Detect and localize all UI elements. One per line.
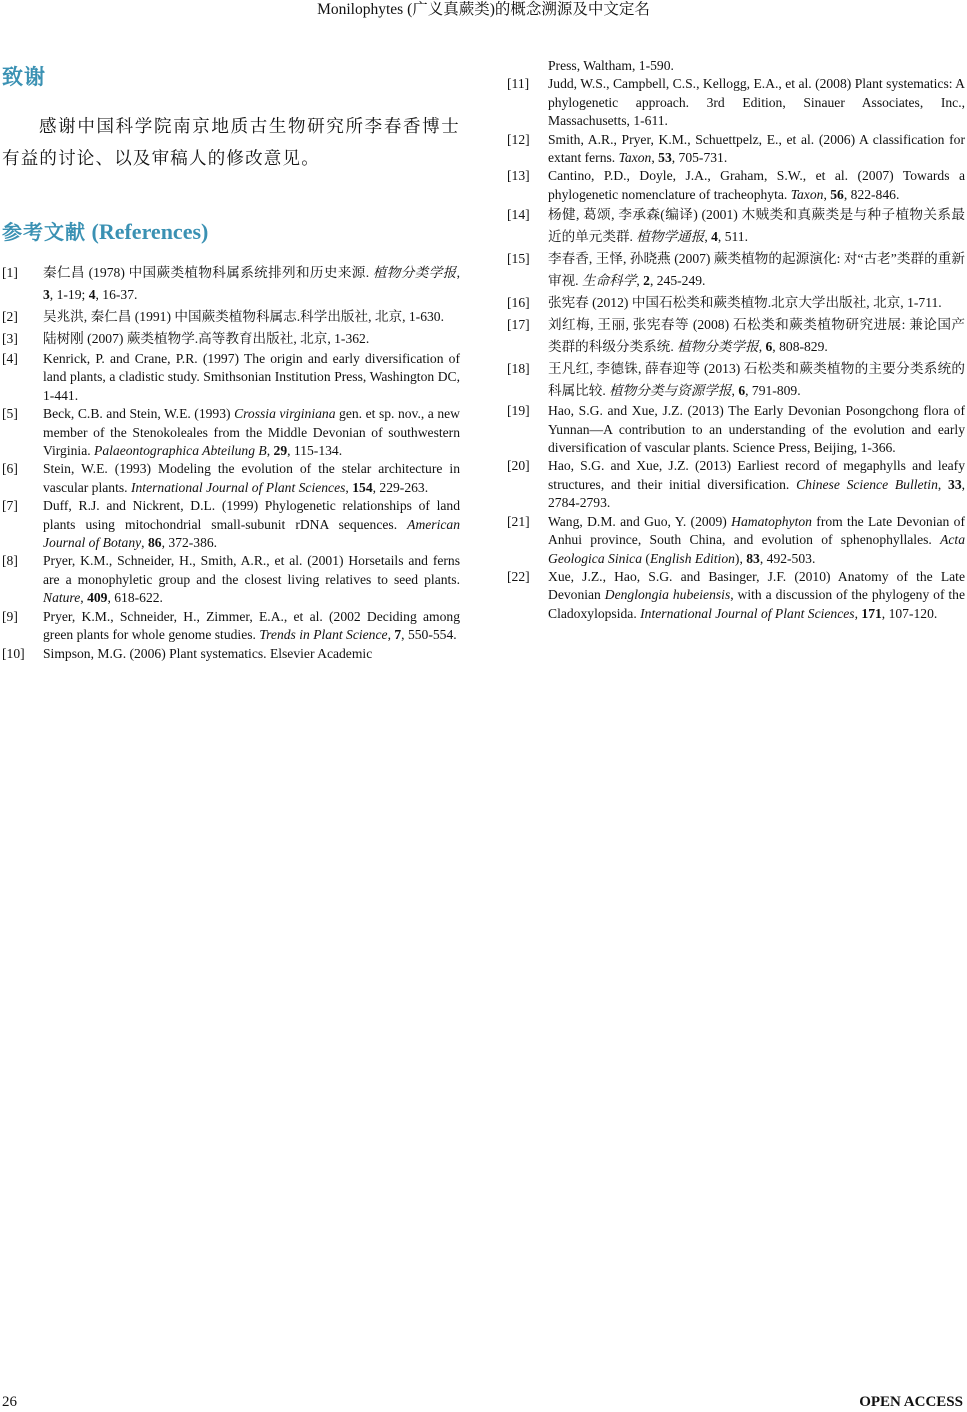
reference-item bbox=[2, 306, 460, 328]
references-heading bbox=[2, 216, 208, 245]
reference-text: Stein, W.E. (1993) Modeling the evolution of the stelar architecture in vascular plants. International Journal of Plant Sciences, 154, 229-263. bbox=[43, 461, 460, 495]
reference-number: [13] bbox=[507, 168, 530, 184]
reference-item bbox=[507, 75, 965, 130]
reference-text: 杨健, 葛颂, 李承森(编译) (2001) 木贼类和真蕨类是与种子植物关系最近的单元类群. 植物学通报, 4, 511. bbox=[548, 207, 965, 245]
open-access-label: OPEN ACCESS bbox=[859, 1394, 963, 1410]
reference-item bbox=[507, 513, 965, 568]
reference-text: Kenrick, P. and Crane, P.R. (1997) The origin and early diversification of land plants, a cladistic study. Smithsonian Institution Press, Washington DC, 1-441. bbox=[43, 351, 460, 403]
reference-text: 吴兆洪, 秦仁昌 (1991) 中国蕨类植物科属志.科学出版社, 北京, 1-630. bbox=[43, 309, 445, 324]
reference-text: 王凡红, 李德铢, 薛春迎等 (2013) 石松类和蕨类植物的主要分类系统的科属比较. 植物分类与资源学报, 6, 791-809. bbox=[548, 361, 965, 399]
reference-number: [1] bbox=[2, 265, 18, 280]
reference-number: [2] bbox=[2, 309, 18, 324]
reference-item bbox=[507, 568, 965, 623]
reference-item bbox=[507, 314, 965, 358]
reference-number: [4] bbox=[2, 351, 18, 366]
reference-number: [10] bbox=[2, 645, 25, 661]
reference-text: Pryer, K.M., Schneider, H., Smith, A.R., et al. (2001) Horsetails and ferns are a monophyletic group and the closest living relatives to seed plants. Nature, 409, 618-622. bbox=[43, 553, 460, 606]
reference-item bbox=[2, 552, 460, 607]
reference-number: [17] bbox=[507, 317, 530, 333]
reference-number: [20] bbox=[507, 458, 530, 474]
reference-number: [5] bbox=[2, 406, 18, 422]
reference-item bbox=[507, 292, 965, 314]
reference-number: [12] bbox=[507, 131, 530, 147]
reference-text: Judd, W.S., Campbell, C.S., Kellogg, E.A., et al. (2008) Plant systematics: A phylogenetic approach. 3rd Edition, Sinauer Associates, Inc., Massachusetts, 1-611. bbox=[548, 76, 965, 129]
reference-text: Smith, A.R., Pryer, K.M., Schuettpelz, E., et al. (2006) A classification for extant ferns. Taxon, 53, 705-731. bbox=[548, 131, 965, 166]
reference-item bbox=[2, 328, 460, 350]
reference-text: 李春香, 王怿, 孙晓燕 (2007) 蕨类植物的起源演化: 对“古老”类群的重新审视. 生命科学, 2, 245-249. bbox=[548, 251, 965, 289]
reference-item bbox=[2, 608, 460, 645]
reference-number: [14] bbox=[507, 207, 530, 223]
reference-item bbox=[2, 460, 460, 497]
reference-number: [11] bbox=[507, 76, 530, 92]
reference-text: Cantino, P.D., Doyle, J.A., Graham, S.W., et al. (2007) Towards a phylogenetic nomenclature of tracheophyta. Taxon, 56, 822-846. bbox=[548, 168, 965, 202]
reference-number: [6] bbox=[2, 461, 18, 477]
reference-item bbox=[507, 248, 965, 292]
reference-number: [7] bbox=[2, 498, 18, 514]
reference-number: [21] bbox=[507, 513, 530, 529]
reference-item bbox=[507, 57, 965, 75]
reference-text: Press, Waltham, 1-590. bbox=[548, 58, 674, 73]
reference-item bbox=[2, 262, 460, 306]
reference-item bbox=[507, 358, 965, 402]
reference-text: 刘红梅, 王丽, 张宪春等 (2008) 石松类和蕨类植物研究进展: 兼论国产类群的科级分类系统. 植物分类学报, 6, 808-829. bbox=[548, 317, 965, 355]
reference-number: [16] bbox=[507, 295, 530, 311]
reference-number: [9] bbox=[2, 608, 18, 624]
reference-list-right bbox=[507, 57, 965, 623]
acknowledgement-text: 感谢中国科学院南京地质古生物研究所李春香博士有益的讨论、以及审稿人的修改意见。 bbox=[2, 116, 460, 168]
reference-item bbox=[2, 497, 460, 552]
reference-number: [15] bbox=[507, 251, 530, 267]
reference-text: 秦仁昌 (1978) 中国蕨类植物科属系统排列和历史来源. 植物分类学报, 3, 1-19; 4, 16-37. bbox=[43, 265, 460, 302]
reference-item bbox=[507, 131, 965, 168]
reference-number: [18] bbox=[507, 361, 530, 377]
reference-item bbox=[507, 167, 965, 204]
reference-text: Xue, J.Z., Hao, S.G. and Basinger, J.F. (2010) Anatomy of the Late Devonian Denglongia hubeiensis, with a discussion of the phylogeny of the Cladoxylopsida. International Journal of Plant Sciences, 171, 107-120. bbox=[548, 568, 965, 621]
reference-item bbox=[2, 405, 460, 460]
reference-number: [3] bbox=[2, 331, 18, 346]
reference-text: Pryer, K.M., Schneider, H., Zimmer, E.A., et al. (2002 Deciding among green plants for whole genome studies. Trends in Plant Science, 7, 550-554. bbox=[43, 608, 460, 643]
reference-item bbox=[507, 457, 965, 512]
reference-number: [19] bbox=[507, 403, 530, 419]
reference-text: Wang, D.M. and Guo, Y. (2009) Hamatophyton from the Late Devonian of Anhui province, South China, and evolution of sphenophyllales. Acta Geologica Sinica (English Edition), 83, 492-503. bbox=[548, 513, 965, 566]
references-heading-zh: 参考文献 bbox=[2, 220, 86, 244]
reference-item bbox=[507, 204, 965, 248]
reference-text: Simpson, M.G. (2006) Plant systematics. Elsevier Academic bbox=[43, 645, 373, 661]
page-number: 26 bbox=[2, 1394, 17, 1410]
reference-item bbox=[2, 645, 460, 663]
reference-text: 张宪春 (2012) 中国石松类和蕨类植物.北京大学出版社, 北京, 1-711. bbox=[548, 295, 942, 311]
acknowledgement-heading: 致谢 bbox=[2, 65, 46, 89]
reference-text: 陆树刚 (2007) 蕨类植物学.高等教育出版社, 北京, 1-362. bbox=[43, 331, 370, 346]
reference-number: [22] bbox=[507, 568, 530, 584]
reference-number: [8] bbox=[2, 553, 18, 569]
reference-list-left bbox=[2, 262, 460, 663]
reference-item bbox=[507, 402, 965, 457]
reference-text: Hao, S.G. and Xue, J.Z. (2013) Earliest record of megaphylls and leafy structures, and their initial diversification. Chinese Science Bulletin, 33, 2784-2793. bbox=[548, 458, 966, 511]
reference-item bbox=[2, 350, 460, 405]
reference-text: Beck, C.B. and Stein, W.E. (1993) Crossia virginiana gen. et sp. nov., a new member of the Stenokoleales from the Middle Devonian of southwestern Virginia. Palaeontographica Abteilung B, 29, 115-134. bbox=[43, 406, 460, 459]
reference-text: Hao, S.G. and Xue, J.Z. (2013) The Early Devonian Posongchong flora of Yunnan—A contribution to an understanding of the evolution and early diversification of vascular plants. Science Press, Beijing, 1-366. bbox=[548, 403, 965, 456]
running-head: Monilophytes (广义真蕨类)的概念溯源及中文定名 bbox=[317, 1, 650, 18]
references-heading-en: (References) bbox=[91, 219, 209, 244]
reference-text: Duff, R.J. and Nickrent, D.L. (1999) Phylogenetic relationships of land plants using mitochondrial small-subunit rDNA sequences. American Journal of Botany, 86, 372-386. bbox=[43, 498, 460, 551]
